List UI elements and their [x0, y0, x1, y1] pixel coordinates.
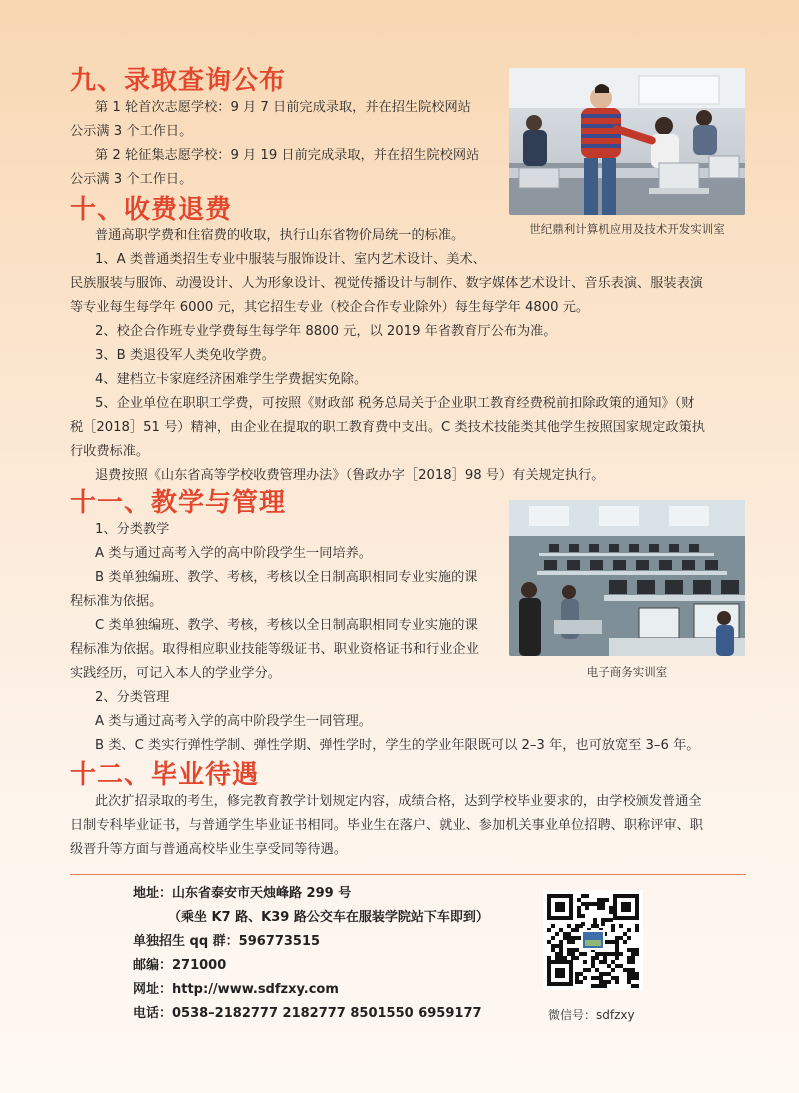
sec11-line-2: A 类与通过高考入学的高中阶段学生一同培养。: [95, 546, 372, 561]
sec11-line-3: B 类单独编班、教学、考核，考核以全日制高职相同专业实施的课: [95, 570, 478, 585]
sec10-line-6: 3、B 类退役军人类免收学费。: [95, 348, 275, 363]
sec11-line-6: 程标准为依据。取得相应职业技能等级证书、职业资格证书和行业企业: [70, 642, 479, 657]
sec10-line-4: 等专业每生每学年 6000 元，其它招生专业（校企合作专业除外）每生每学年 4800 元。: [70, 300, 590, 315]
sec9-line-3: 第 2 轮征集志愿学校：9 月 19 日前完成录取，并在招生院校网站: [95, 148, 480, 163]
sec9-line-2: 公示满 3 个工作日。: [70, 124, 193, 139]
sec11-line-5: C 类单独编班、教学、考核，考核以全日制高职相同专业实施的课: [95, 618, 478, 633]
sec9-line-1: 第 1 轮首次志愿学校：9 月 7 日前完成录取，并在招生院校网站: [95, 100, 471, 115]
sec10-line-10: 行收费标准。: [70, 444, 150, 459]
section-12-title: 十二、毕业待遇: [70, 760, 260, 790]
section-9-title: 九、录取查询公布: [70, 66, 287, 96]
sec12-line-3: 级晋升等方面与普通高校毕业生享受同等待遇。: [70, 842, 347, 857]
sec10-line-2: 1、A 类普通类招生专业中服装与服饰设计、室内艺术设计、美术、: [95, 252, 486, 267]
sec9-line-4: 公示满 3 个工作日。: [70, 172, 193, 187]
section-11-title: 十一、教学与管理: [70, 488, 287, 518]
contact-bus: （乘坐 K7 路、K39 路公交车在服装学院站下车即到）: [168, 910, 489, 925]
contact-phone: 电话：0538–2182777 2182777 8501550 6959177: [133, 1006, 482, 1021]
sec10-line-8: 5、企业单位在职职工学费，可按照《财政部 税务总局关于企业职工教育经费税前扣除政策的通知》（财: [95, 396, 695, 411]
section-10-title: 十、收费退费: [70, 195, 233, 225]
wechat-id: 微信号：sdfzxy: [548, 1008, 635, 1022]
contact-qq: 单独招生 qq 群：596773515: [133, 934, 321, 949]
footer-divider: [70, 874, 746, 875]
sec11-line-4: 程标准为依据。: [70, 594, 163, 609]
computer-lab-caption: 世纪鼎利计算机应用及技术开发实训室: [529, 222, 725, 236]
sec11-line-8: 2、分类管理: [95, 690, 170, 705]
sec11-line-7: 实践经历，可记入本人的学业学分。: [70, 666, 281, 681]
wechat-qr-code: [543, 890, 643, 990]
sec10-line-7: 4、建档立卡家庭经济困难学生学费据实免除。: [95, 372, 368, 387]
sec11-line-10: B 类、C 类实行弹性学制、弹性学期、弹性学时，学生的学业年限既可以 2–3 年，也可放宽至 3–6 年。: [95, 738, 700, 753]
contact-postcode: 邮编：271000: [133, 958, 227, 973]
sec10-line-5: 2、校企合作班专业学费每生每学年 8800 元，以 2019 年省教育厅公布为准。: [95, 324, 557, 339]
contact-website: 网址：http://www.sdfzxy.com: [133, 982, 339, 997]
sec10-line-1: 普通高职学费和住宿费的收取，执行山东省物价局统一的标准。: [95, 228, 465, 243]
sec12-line-1: 此次扩招录取的考生，修完教育教学计划规定内容，成绩合格，达到学校毕业要求的，由学校颁发普通全: [95, 794, 702, 809]
sec10-line-3: 民族服装与服饰、动漫设计、人为形象设计、视觉传播设计与制作、数字媒体艺术设计、音乐表演、服装表演: [70, 276, 703, 291]
computer-lab-photo: [509, 68, 745, 215]
sec11-line-1: 1、分类教学: [95, 522, 170, 537]
ecommerce-lab-photo: [509, 500, 745, 656]
ecommerce-lab-caption: 电子商务实训室: [586, 665, 668, 679]
sec11-line-9: A 类与通过高考入学的高中阶段学生一同管理。: [95, 714, 372, 729]
sec12-line-2: 日制专科毕业证书，与普通学生毕业证书相同。毕业生在落户、就业、参加机关事业单位招聘、职称评审、职: [70, 818, 703, 833]
sec10-line-9: 税［2018］51 号）精神，由企业在提取的职工教育费中支出。C 类技术技能类其他学生按照国家规定政策执: [70, 420, 705, 435]
contact-address: 地址：山东省泰安市天烛峰路 299 号: [133, 886, 352, 901]
sec10-line-11: 退费按照《山东省高等学校收费管理办法》（鲁政办字［2018］98 号）有关规定执行。: [95, 468, 605, 483]
